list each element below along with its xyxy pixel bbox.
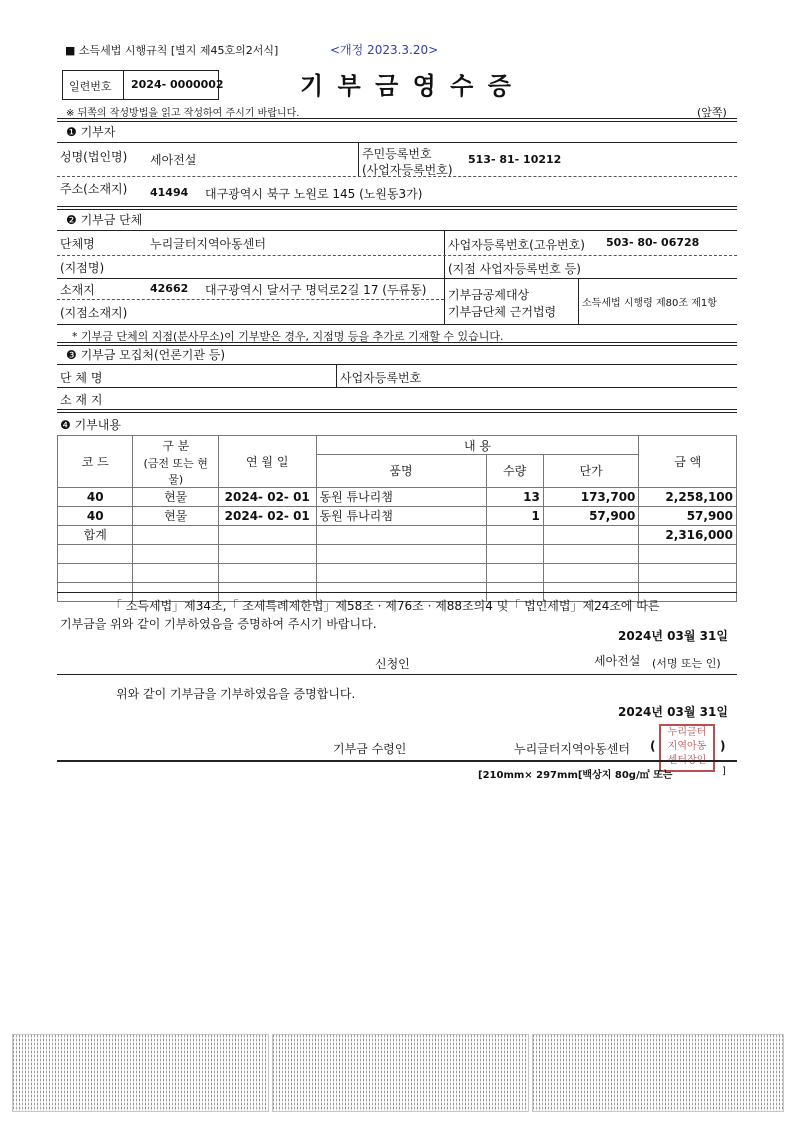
receiver-name: 누리글터지역아동센터: [514, 742, 630, 756]
serial-box: [62, 70, 224, 100]
applicant-name: 세아전설: [594, 654, 641, 668]
org-zip: 42662: [150, 282, 189, 295]
barcode-3: [532, 1034, 784, 1112]
org-branch-bizno-label: (지점 사업자등록번호 등): [448, 262, 581, 276]
org-name-label: 단체명: [60, 237, 95, 251]
front-side-label: (앞쪽): [697, 106, 727, 119]
header-unit: 단가: [543, 455, 639, 488]
receiver-label: 기부금 수령인: [333, 742, 407, 756]
total-row: [58, 525, 737, 544]
header-type-sub: (금전 또는 현물): [133, 455, 219, 488]
total-value: 2,316,000: [639, 525, 737, 544]
paren-open: (: [650, 739, 656, 753]
row-qty: 1: [486, 506, 543, 525]
header-item: 품명: [316, 455, 486, 488]
header-amount: 금 액: [639, 436, 737, 488]
cert-text-3: 위와 같이 기부금을 기부하였음을 증명합니다.: [116, 687, 356, 701]
header-date: 연 월 일: [218, 436, 316, 488]
form-reference: ■ 소득세법 시행규칙 [별지 제45호의2서식]: [65, 44, 279, 57]
cert-text-1: 「 소득세법」제34조,「 조세특례제한법」제58조 · 제76조 · 제88조의4 및「 법인세법」제24조에 따른: [110, 599, 660, 613]
table-row: [58, 506, 737, 525]
donor-name-value: 세아전설: [150, 153, 197, 167]
agency-section-title: ❸ 기부금 모집처(언론기관 등): [66, 348, 226, 362]
row-code: 40: [58, 487, 133, 506]
row-item: 동원 튜나리챔: [316, 487, 486, 506]
barcode-2: [272, 1034, 529, 1112]
org-section-title: ❷ 기부금 단체: [66, 213, 143, 227]
org-address-label: 소재지: [60, 283, 95, 297]
donor-address-value: 대구광역시 북구 노원로 145 (노원동3가): [205, 187, 423, 201]
agency-bizno-label: 사업자등록번호: [340, 371, 422, 385]
applicant-label: 신청인: [375, 657, 410, 671]
row-unit: 173,700: [543, 487, 639, 506]
row-date: 2024- 02- 01: [218, 506, 316, 525]
row-item: 동원 튜나리챔: [316, 506, 486, 525]
donor-reg-value: 513- 81- 10212: [468, 153, 562, 166]
row-type: 현물: [133, 487, 219, 506]
row-unit: 57,900: [543, 506, 639, 525]
row-amount: 57,900: [639, 506, 737, 525]
cert-date-2: 2024년 03월 31일: [618, 705, 728, 719]
agency-address-label: 소 재 지: [60, 393, 103, 407]
row-code: 40: [58, 506, 133, 525]
org-law-label: 기부금공제대상: [448, 288, 530, 302]
revision-date: <개정 2023.3.20>: [330, 43, 439, 57]
row-date: 2024- 02- 01: [218, 487, 316, 506]
donor-name-label: 성명(법인명): [60, 150, 128, 164]
table-row: [58, 487, 737, 506]
org-bizno-label: 사업자등록번호(고유번호): [448, 238, 585, 252]
donor-reg-label-sub: (사업자등록번호): [362, 163, 453, 177]
header-qty: 수량: [486, 455, 543, 488]
row-qty: 13: [486, 487, 543, 506]
paper-spec: [210mm× 297mm[백상지 80g/㎡ 또는: [478, 770, 673, 781]
serial-label: 일련번호: [69, 80, 112, 93]
org-branch-label: (지점명): [60, 261, 105, 275]
donor-section-title: ❶ 기부자: [66, 125, 116, 139]
org-branch-note: * 기부금 단체의 지점(분사무소)이 기부받은 경우, 지점명 등을 추가로 기재할 수 있습니다.: [72, 330, 504, 343]
org-name-value: 누리글터지역아동센터: [150, 237, 266, 251]
org-law-value: 소득세법 시행령 제80조 제1항: [582, 298, 717, 309]
paper-spec-close: ]: [722, 766, 726, 777]
instruction-note: ※ 뒤쪽의 작성방법을 읽고 작성하여 주시기 바랍니다.: [66, 108, 300, 119]
donor-zip: 41494: [150, 186, 189, 199]
header-type: 구 분: [133, 436, 219, 455]
donation-table: [57, 435, 737, 602]
serial-value: 2024- 0000002: [131, 78, 224, 91]
header-code: 코 드: [58, 436, 133, 488]
org-address-value: 대구광역시 달서구 명덕로2길 17 (두류동): [205, 283, 427, 297]
org-branch-address-label: (지점소재지): [60, 306, 128, 320]
barcode-1: [12, 1034, 269, 1112]
total-label: 합계: [58, 525, 133, 544]
row-type: 현물: [133, 506, 219, 525]
contents-section-title: ❹ 기부내용: [60, 418, 121, 432]
agency-name-label: 단 체 명: [60, 371, 103, 385]
org-bizno-value: 503- 80- 06728: [606, 236, 700, 249]
cert-date-1: 2024년 03월 31일: [618, 629, 728, 643]
official-seal: 누리글터 지역아동: [659, 724, 715, 772]
page-title: 기 부 금 영 수 증: [300, 72, 514, 100]
paren-close: ): [720, 739, 726, 753]
row-amount: 2,258,100: [639, 487, 737, 506]
donor-reg-label: 주민등록번호: [362, 147, 432, 161]
applicant-sign: (서명 또는 인): [652, 657, 721, 670]
header-content: 내 용: [316, 436, 639, 455]
donor-address-label: 주소(소재지): [60, 182, 128, 196]
org-law-label-sub: 기부금단체 근거법령: [448, 305, 557, 319]
cert-text-2: 기부금을 위와 같이 기부하였음을 증명하여 주시기 바랍니다.: [60, 617, 377, 631]
